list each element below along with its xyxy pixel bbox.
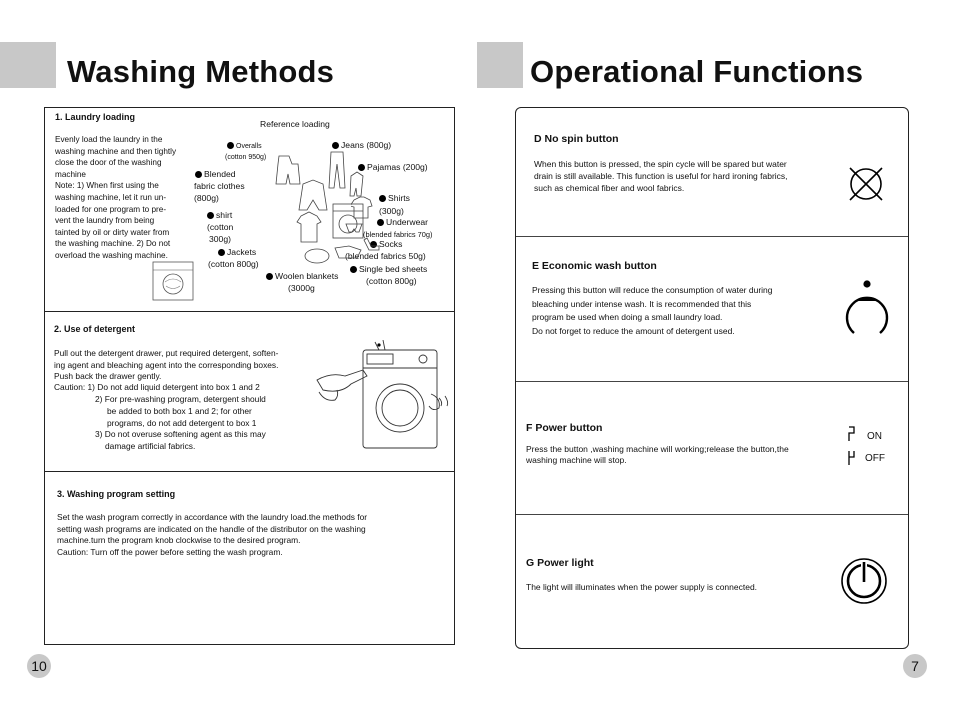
label-blended-2: fabric clothes (194, 181, 245, 191)
label-socks-weight: (blended fabrics 50g) (345, 251, 426, 261)
label-blankets: Woolen blankets (266, 271, 338, 282)
no-spin-button-title: D No spin button (534, 133, 619, 145)
label-overalls-weight: (cotton 950g) (225, 154, 267, 161)
underwear-icon (345, 222, 363, 234)
washing-program-heading: 3. Washing program setting (57, 489, 176, 499)
bullet-dot (195, 171, 202, 178)
label-bedsheets-weight: (cotton 800g) (366, 276, 417, 286)
label-jackets-weight: (cotton 800g) (208, 259, 259, 269)
caution-1: Caution: 1) Do not add liquid detergent into box 1 and 2 (54, 382, 260, 392)
economic-wash-text: Pressing this button will reduce the consumption of water during bleaching under intense wash. It is recommended that this program be used when doing a small laundry load. Do not forget to reduce the amount of detergent used. (532, 285, 773, 336)
no-spin-button-text: When this button is pressed, the spin cycle will be spared but water drain is still available. This function is useful for hard ironing fabrics, such as chemical fiber and wool fabrics. (534, 159, 788, 193)
label-jackets: Jackets (218, 247, 256, 258)
bullet-dot (227, 142, 234, 149)
shirts-icon (351, 196, 373, 220)
label-shirt: shirt (207, 210, 232, 221)
caution-3: 3) Do not overuse softening agent as this may (95, 429, 266, 439)
power-button-title: F Power button (526, 422, 603, 434)
bullet-dot (207, 212, 214, 219)
label-blended-3: (800g) (194, 193, 219, 203)
label-shirt-3: 300g) (209, 234, 231, 244)
laundry-loading-heading: 1. Laundry loading (55, 112, 136, 122)
caution-3b: damage artificial fabrics. (105, 441, 196, 451)
operational-functions-panel (515, 107, 909, 649)
label-jeans: Jeans (800g) (332, 140, 391, 151)
right-page-title: Operational Functions (530, 54, 864, 89)
bullet-dot (266, 273, 273, 280)
label-underwear: Underwear (377, 217, 428, 228)
power-on-switch-icon (847, 426, 859, 442)
label-blankets-weight: (3000g (288, 283, 315, 293)
left-header-block (0, 42, 56, 88)
loading-machine-sketch (149, 258, 197, 302)
detergent-drawer-illustration (313, 340, 455, 450)
power-button-text: Press the button ,washing machine will working;release the button,the washing machine will stop. (526, 444, 789, 465)
power-light-text: The light will illuminates when the power supply is connected. (526, 582, 758, 592)
caution-2: 2) For pre-washing program, detergent should (95, 394, 266, 404)
economic-wash-title: E Economic wash button (532, 260, 657, 272)
left-page-number: 10 (27, 654, 51, 678)
label-blended: Blended (195, 169, 236, 180)
laundry-loading-text: Evenly load the laundry in the washing machine and then tightly close the door of the washing machine Note: 1) When first using the washing machine, let it run un- loaded for one program to pre- vent the laundry from being tainted by oil or dirty water from the washing machine. 2) Do not overload the washing machine. (55, 135, 177, 260)
economic-wash-icon (844, 278, 890, 336)
power-light-title: G Power light (526, 557, 594, 569)
label-pajamas: Pajamas (200g) (358, 162, 428, 173)
caution-2c: programs, do not add detergent to box 1 (107, 418, 257, 428)
no-spin-icon (846, 164, 886, 204)
bullet-dot (218, 249, 225, 256)
label-shirt-2: (cotton (207, 222, 234, 232)
washing-methods-panel (44, 107, 455, 645)
power-off-label: OFF (865, 453, 885, 464)
label-bedsheets: Single bed sheets (350, 264, 427, 275)
right-header-block (477, 42, 523, 88)
power-on-label: ON (867, 431, 882, 442)
label-underwear-weight: (blended fabrics 70g) (363, 230, 433, 239)
use-of-detergent-heading: 2. Use of detergent (54, 324, 136, 334)
label-shirts: Shirts (379, 193, 410, 204)
left-page-title: Washing Methods (67, 54, 335, 89)
caution-2b: be added to both box 1 and 2; for other (107, 406, 252, 416)
power-light-icon (839, 556, 889, 606)
label-shirts-weight: (300g) (379, 206, 404, 216)
reference-loading-title: Reference loading (260, 119, 330, 129)
right-page-number: 7 (903, 654, 927, 678)
label-overalls: Overalls (227, 140, 262, 152)
detergent-text: Pull out the detergent drawer, put required detergent, soften- ing agent and bleaching agent into the corresponding boxes. Push back the drawer gently. (54, 348, 279, 382)
power-off-switch-icon (847, 450, 859, 466)
washing-program-text: Set the wash program correctly in accordance with the laundry load.the methods for setting wash programs are indicated on the handle of the distributor on the washing machine.turn the program knob clockwise to the desired program. Caution: Turn off the power before setting the wash program. (57, 512, 368, 557)
label-socks: Socks (370, 239, 402, 250)
